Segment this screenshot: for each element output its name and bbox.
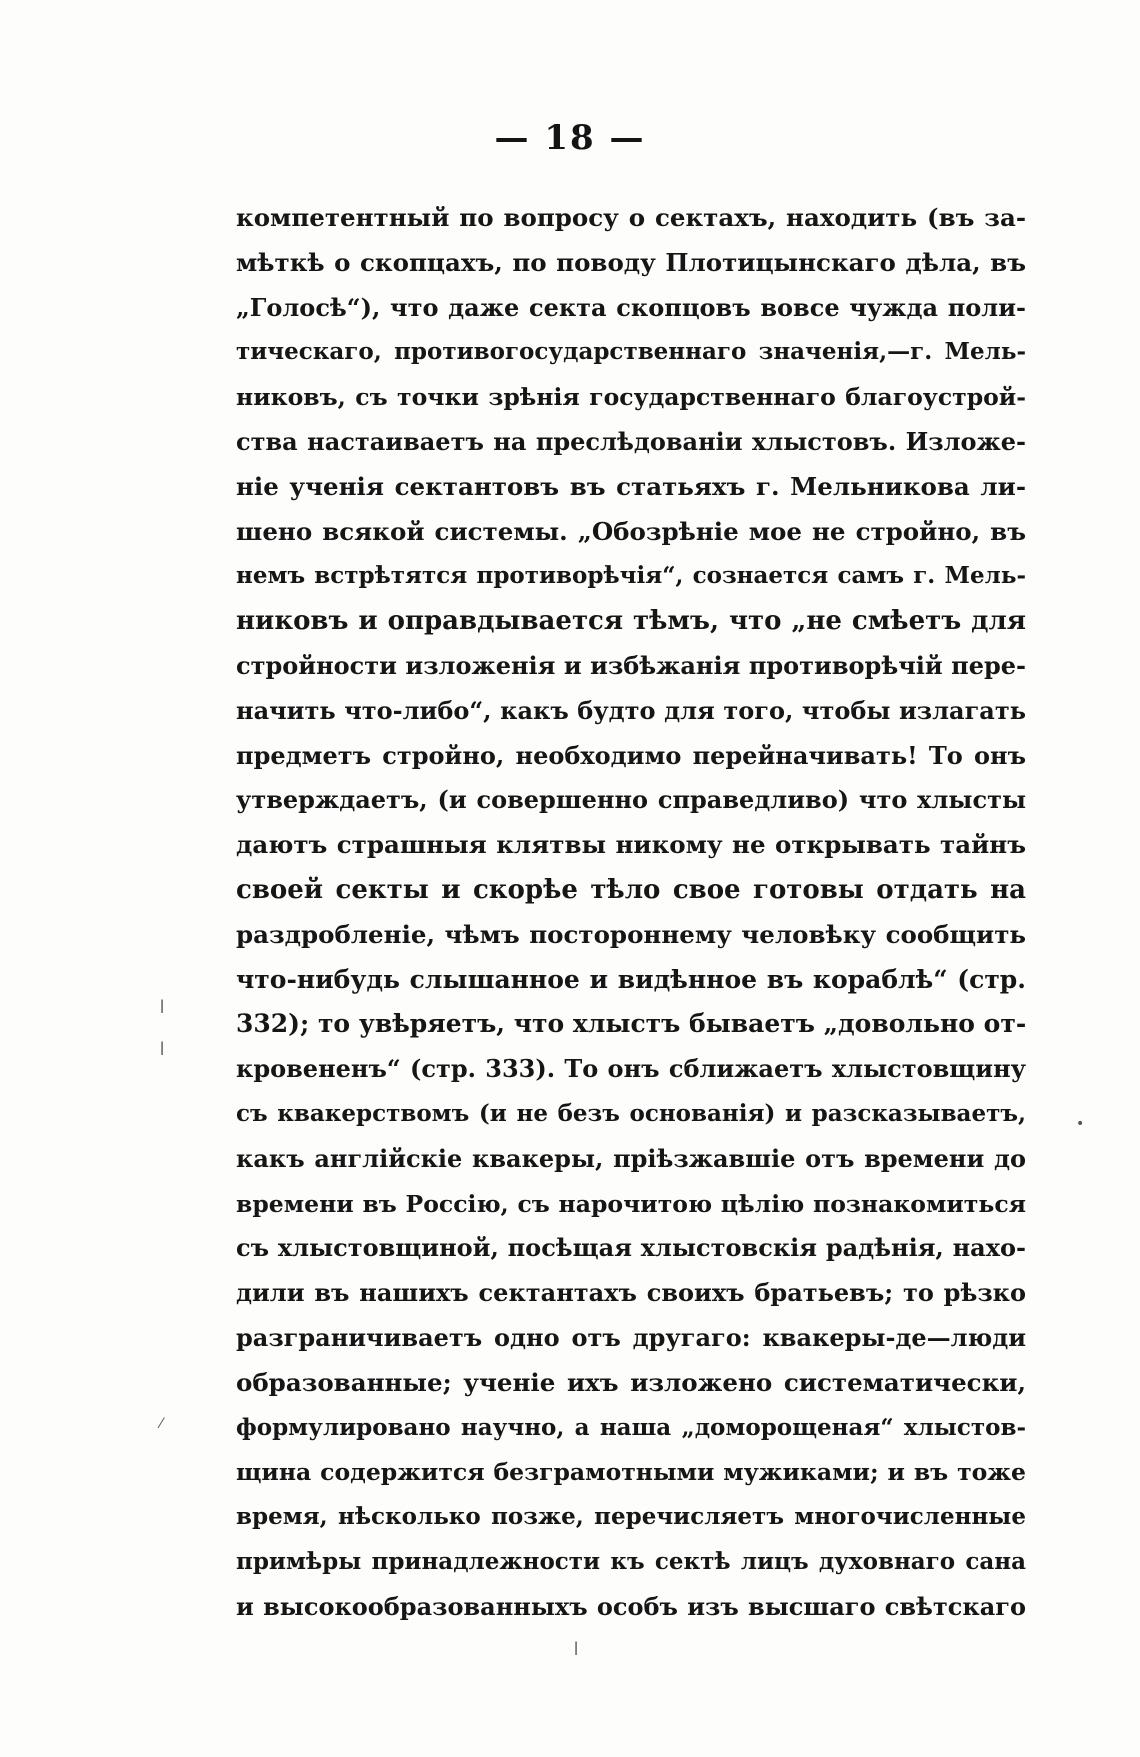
text-line: ства настаиваетъ на преслѣдованіи хлыстовъ. Изложе-	[236, 426, 1026, 456]
text-line: съ хлыстовщиной, посѣщая хлыстовскія радѣнія, нахо-	[236, 1233, 1026, 1263]
page-number: — 18 —	[494, 118, 646, 158]
text-line: и высокообразованныхъ особъ изъ высшаго свѣтскаго	[236, 1591, 1026, 1621]
text-line: даютъ страшныя клятвы никому не открывать тайнъ	[236, 830, 1026, 860]
text-line: образованные; ученіе ихъ изложено систематически,	[236, 1367, 1026, 1397]
text-line: стройности изложенія и избѣжанія противорѣчій пере-	[236, 650, 1026, 680]
margin-mark: ǀ	[160, 998, 165, 1014]
text-line: начить что-либо“, какъ будто для того, чтобы излагать	[236, 695, 1026, 725]
text-line: примѣры принадлежности къ сектѣ лицъ духовнаго сана	[236, 1547, 1026, 1575]
text-line: никовъ и оправдывается тѣмъ, что „не смѣетъ для	[236, 606, 1026, 637]
margin-mark: ǀ	[160, 1040, 165, 1056]
margin-mark: ǀ	[574, 1640, 579, 1656]
body-text	[236, 196, 1026, 1630]
text-line: разграничиваетъ одно отъ другаго: квакеры-де—люди	[236, 1322, 1026, 1352]
text-line: ніе ученія сектантовъ въ статьяхъ г. Мельникова ли-	[236, 471, 1026, 501]
margin-mark: •	[1076, 1116, 1085, 1132]
text-line: съ квакерствомъ (и не безъ основанія) и разсказываетъ,	[236, 1099, 1026, 1127]
text-line: раздробленіе, чѣмъ постороннему человѣку сообщить	[236, 919, 1026, 949]
text-line: какъ англійскіе квакеры, пріѣзжавшіе отъ времени до	[236, 1143, 1026, 1173]
text-line: времени въ Россію, съ нарочитою цѣлію познакомиться	[236, 1189, 1026, 1218]
text-line: что-нибудь слышанное и видѣнное въ кораблѣ“ (стр.	[236, 964, 1026, 994]
text-line: тическаго, противогосударственнаго значенія,—г. Мель-	[236, 338, 1026, 366]
text-line: мѣткѣ о скопцахъ, по поводу Плотицынскаго дѣла, въ	[236, 247, 1026, 277]
text-line: 332); то увѣряетъ, что хлыстъ бываетъ „довольно от-	[236, 1009, 1026, 1039]
margin-mark: ⁄	[160, 1416, 163, 1432]
text-line: немъ встрѣтятся противорѣчія“, сознается самъ г. Мель-	[236, 562, 1026, 590]
text-line: щина содержится безграмотными мужиками; и въ тоже	[236, 1458, 1026, 1487]
text-line: никовъ, съ точки зрѣнія государственнаго благоустрой-	[236, 383, 1026, 412]
text-line: предметъ стройно, необходимо перейначивать! То онъ	[236, 740, 1026, 770]
text-line: время, нѣсколько позже, перечисляетъ многочисленные	[236, 1503, 1026, 1531]
text-line: шено всякой системы. „Обозрѣніе мое не стройно, въ	[236, 516, 1026, 546]
text-line: „Голосѣ“), что даже секта скопцовъ вовсе чужда поли-	[236, 292, 1026, 322]
text-line: дили въ нашихъ сектантахъ своихъ братьевъ; то рѣзко	[236, 1278, 1026, 1308]
text-line: компетентный по вопросу о сектахъ, находить (въ за-	[236, 203, 1026, 232]
text-line: утверждаетъ, (и совершенно справедливо) что хлысты	[236, 785, 1026, 815]
text-line: кровененъ“ (стр. 333). То онъ сближаетъ хлыстовщину	[236, 1054, 1026, 1084]
text-line: формулировано научно, а наша „доморощеная“ хлыстов-	[236, 1413, 1026, 1441]
text-line: своей секты и скорѣе тѣло свое готовы отдать на	[236, 874, 1026, 905]
